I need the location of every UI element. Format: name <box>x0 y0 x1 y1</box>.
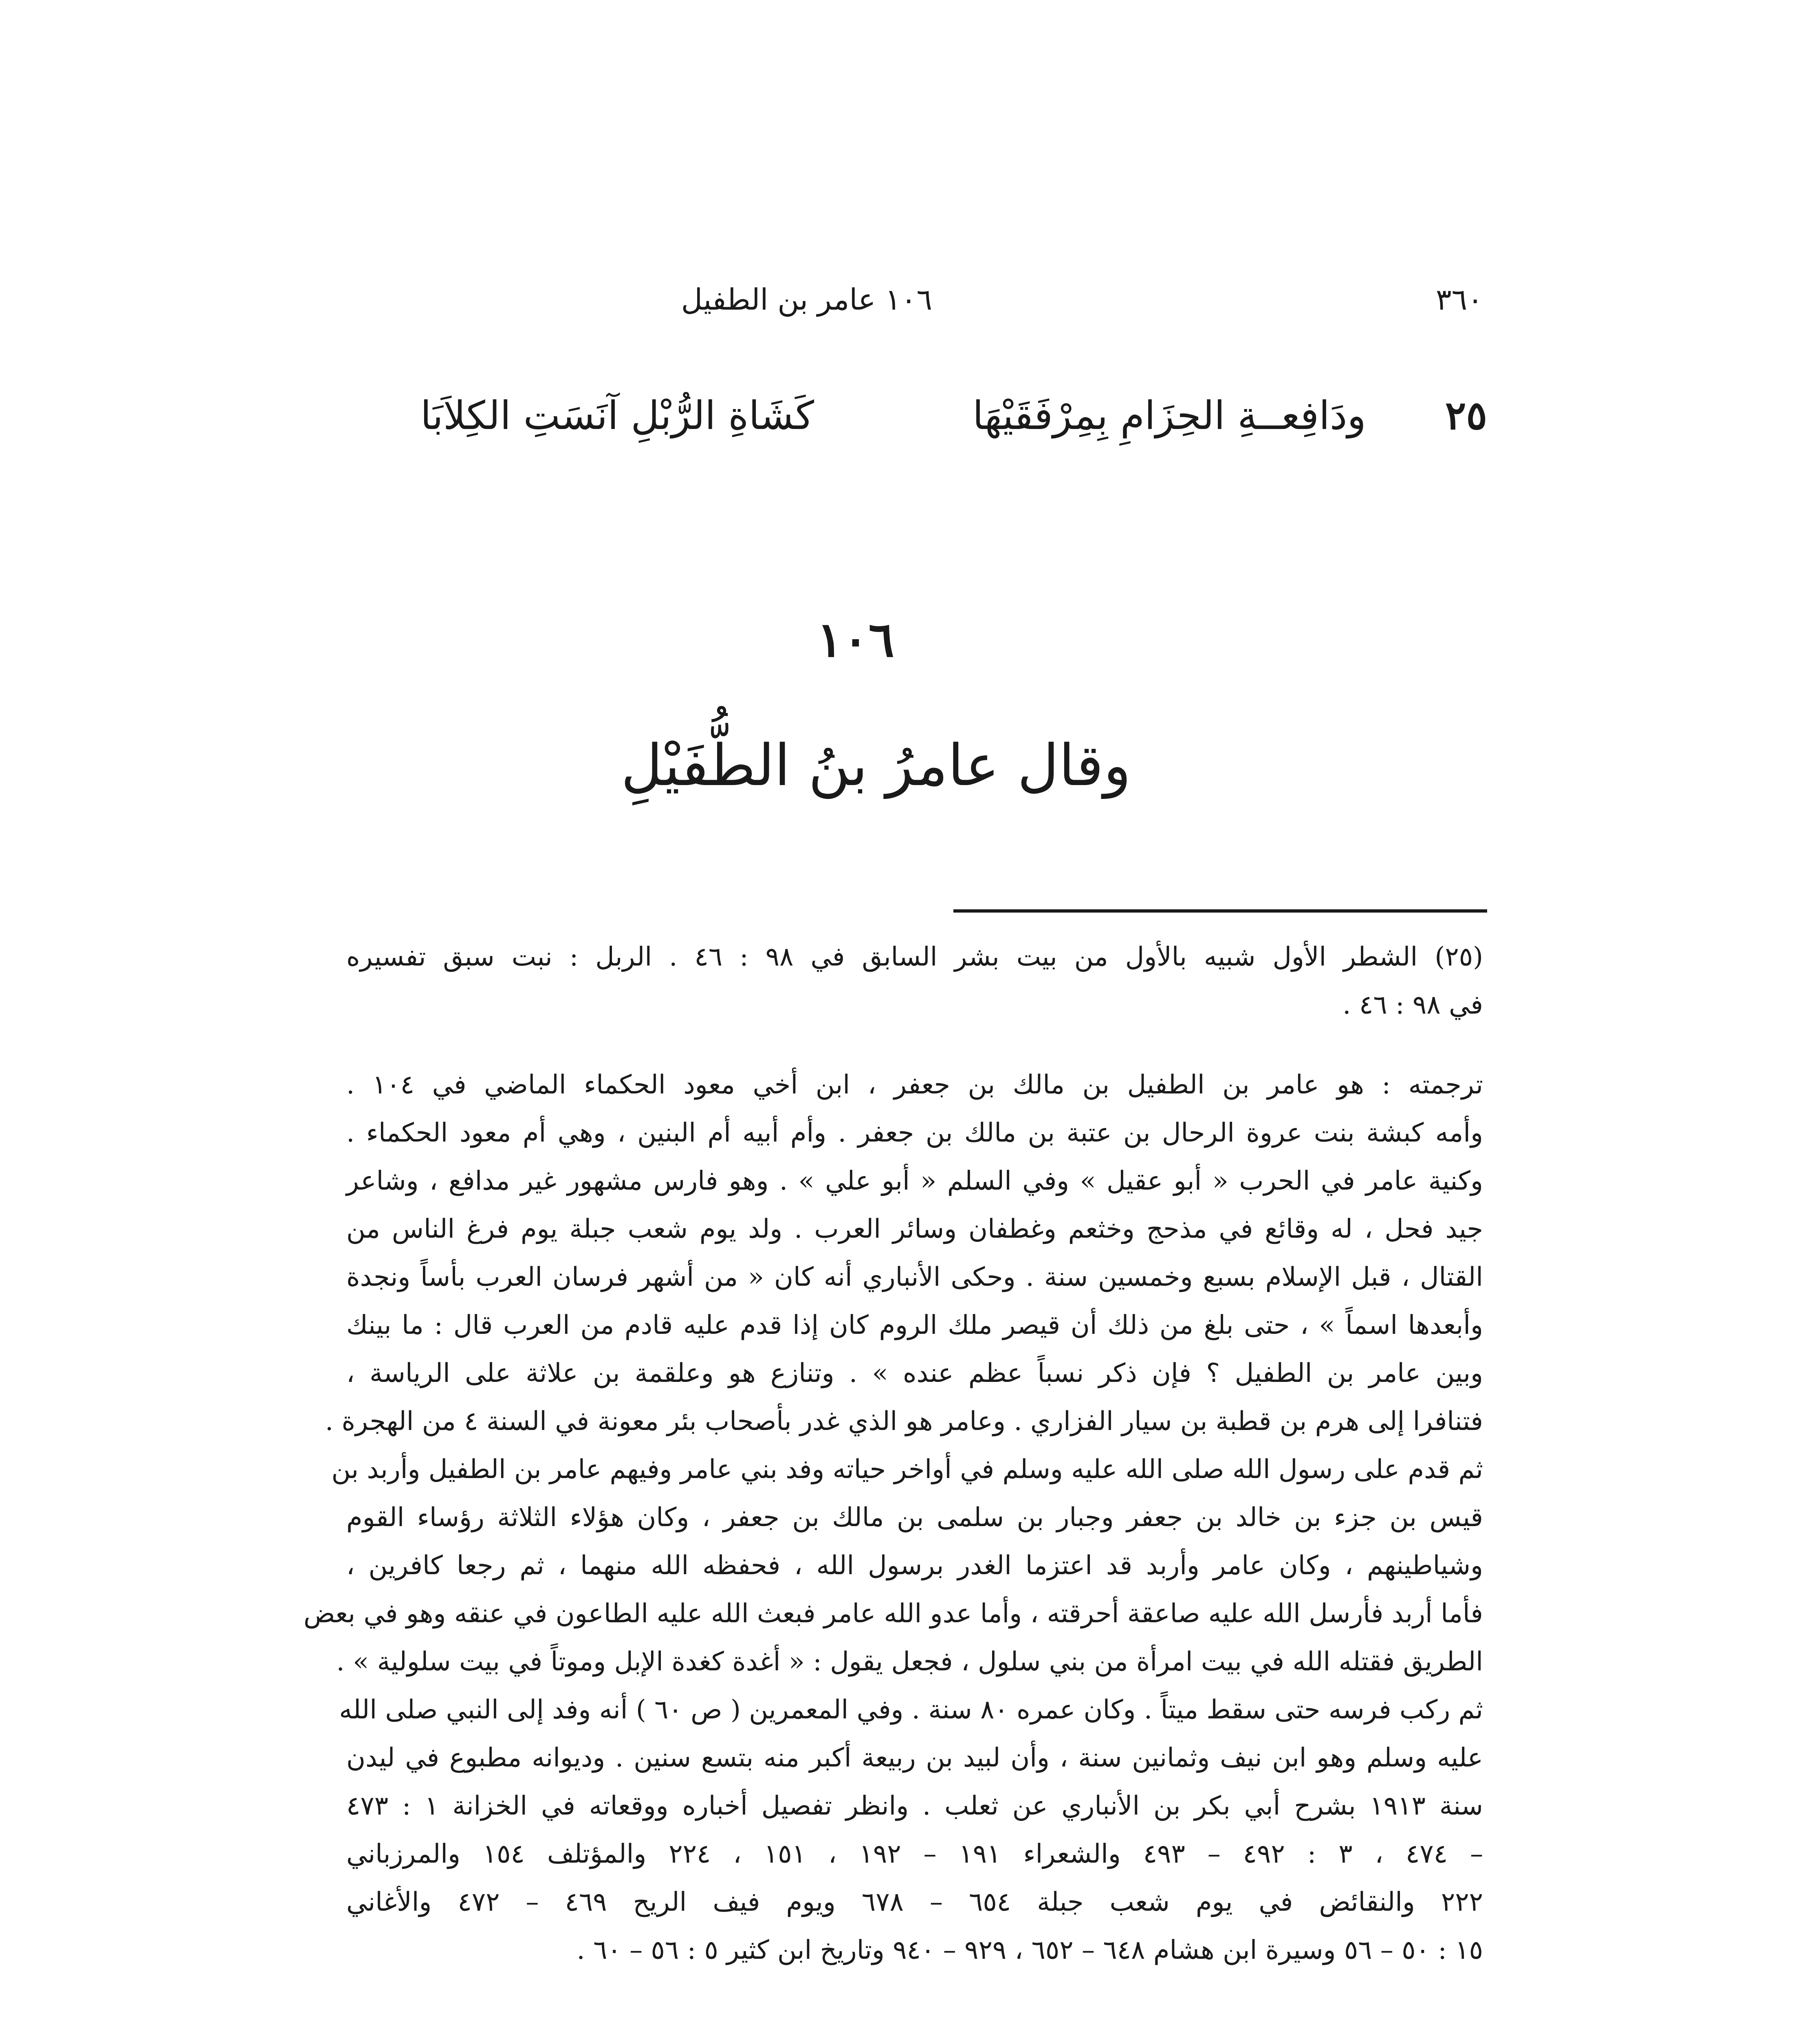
biography-line: فتنافرا إلى هرم بن قطبة بن سيار الفزاري . وعامر هو الذي غدر بأصحاب بئر معونة في السنة ٤ من الهجرة . <box>325 1406 1483 1436</box>
verse-second-hemistich: كَشَاةِ الرُّبْلِ آنَسَتِ الكِلاَبَا <box>420 393 814 438</box>
biography-line: القتال ، قبل الإسلام بسبع وخمسين سنة . وحكى الأنباري أنه كان « من أشهر فرسان العرب بأساً ونجدة <box>346 1262 1483 1292</box>
verse-first-hemistich: ودَافِعــةِ الحِزَامِ بِمِرْفَقَيْهَا <box>973 393 1366 438</box>
biography-line: وشياطينهم ، وكان عامر وأربد قد اعتزما الغدر برسول الله ، فحفظه الله منهما ، ثم رجعا كافرين ، <box>346 1551 1483 1581</box>
biography-line: وكنية عامر في الحرب « أبو عقيل » وفي السلم « أبو علي » . وهو فارس مشهور غير مدافع ، وشاعر <box>346 1166 1483 1196</box>
poet-biography <box>304 1061 1483 1974</box>
footnote-divider <box>953 909 1487 913</box>
running-title: ١٠٦ عامر بن الطفيل <box>681 282 933 317</box>
poem-number: ١٠٦ <box>816 611 895 668</box>
biography-line: جيد فحل ، له وقائع في مذحج وخثعم وغطفان وسائر العرب . ولد يوم شعب جبلة يوم فرغ الناس من <box>346 1214 1483 1244</box>
note-line: في ٩٨ : ٤٦ . <box>1342 990 1483 1020</box>
biography-line: ترجمته : هو عامر بن الطفيل بن مالك بن جعفر ، ابن أخي معود الحكماء الماضي في ١٠٤ . <box>346 1070 1483 1100</box>
verse-25 <box>359 379 1487 452</box>
footnotes <box>304 933 1483 1974</box>
biography-line: فأما أربد فأرسل الله عليه صاعقة أحرقته ، وأما عدو الله عامر فبعث الله عليه الطاعون في عنقه وهو في بعض <box>304 1599 1483 1629</box>
biography-line: ثم ركب فرسه حتى سقط ميتاً . وكان عمره ٨٠ سنة . وفي المعمرين ( ص ٦٠ ) أنه وفد إلى النبي صلى الله <box>339 1695 1483 1725</box>
biography-line: وبين عامر بن الطفيل ؟ فإن ذكر نسباً عظم عنده » . وتنازع هو وعلقمة بن علاثة على الرياسة ، <box>346 1358 1483 1388</box>
note-verse-25 <box>346 933 1483 1029</box>
verse-number: ٢٥ <box>1445 392 1487 438</box>
biography-line: الطريق فقتله الله في بيت امرأة من بني سلول ، فجعل يقول : « أغدة كغدة الإبل وموتاً في بيت سلولية » . <box>336 1647 1483 1677</box>
biography-line: – ٤٧٤ ، ٣ : ٤٩٢ – ٤٩٣ والشعراء ١٩١ – ١٩٢ ، ١٥١ ، ٢٢٤ والمؤتلف ١٥٤ والمرزباني <box>346 1839 1483 1869</box>
running-header <box>277 277 1483 322</box>
biography-line: ٢٢٢ والنقائض في يوم شعب جبلة ٦٥٤ – ٦٧٨ ويوم فيف الريح ٤٦٩ – ٤٧٢ والأغاني <box>346 1887 1483 1917</box>
biography-line: ١٥ : ٥٠ – ٥٦ وسيرة ابن هشام ٦٤٨ – ٦٥٢ ، ٩٢٩ – ٩٤٠ وتاريخ ابن كثير ٥ : ٥٦ – ٦٠ . <box>577 1935 1483 1965</box>
biography-line: ثم قدم على رسول الله صلى الله عليه وسلم في أواخر حياته وفد بني عامر وفيهم عامر بن الطفيل وأربد بن <box>331 1454 1483 1485</box>
biography-line: قيس بن جزء بن خالد بن جعفر وجبار بن سلمى بن مالك بن جعفر ، وكان هؤلاء الثلاثة رؤساء القوم <box>346 1502 1483 1533</box>
note-line: (٢٥) الشطر الأول شبيه بالأول من بيت بشر السابق في ٩٨ : ٤٦ . الربل : نبت سبق تفسيره <box>346 942 1483 972</box>
biography-line: وأبعدها اسماً » ، حتى بلغ من ذلك أن قيصر ملك الروم كان إذا قدم عليه قادم من العرب قال : ما بينك <box>346 1310 1483 1340</box>
poem-heading: وقال عامرُ بنُ الطُّفَيْلِ <box>621 733 1131 799</box>
biography-line: سنة ١٩١٣ بشرح أبي بكر بن الأنباري عن ثعلب . وانظر تفصيل أخباره ووقعاته في الخزانة ١ : ٤٧٣ <box>346 1791 1483 1821</box>
page-number: ٣٦٠ <box>1435 282 1483 317</box>
biography-line: عليه وسلم وهو ابن نيف وثمانين سنة ، وأن لبيد بن ربيعة أكبر منه بتسع سنين . وديوانه مطبوع في ليدن <box>346 1743 1483 1773</box>
biography-line: وأمه كبشة بنت عروة الرحال بن عتبة بن مالك بن جعفر . وأم أبيه أم البنين ، وهي أم معود الحكماء . <box>346 1118 1483 1148</box>
